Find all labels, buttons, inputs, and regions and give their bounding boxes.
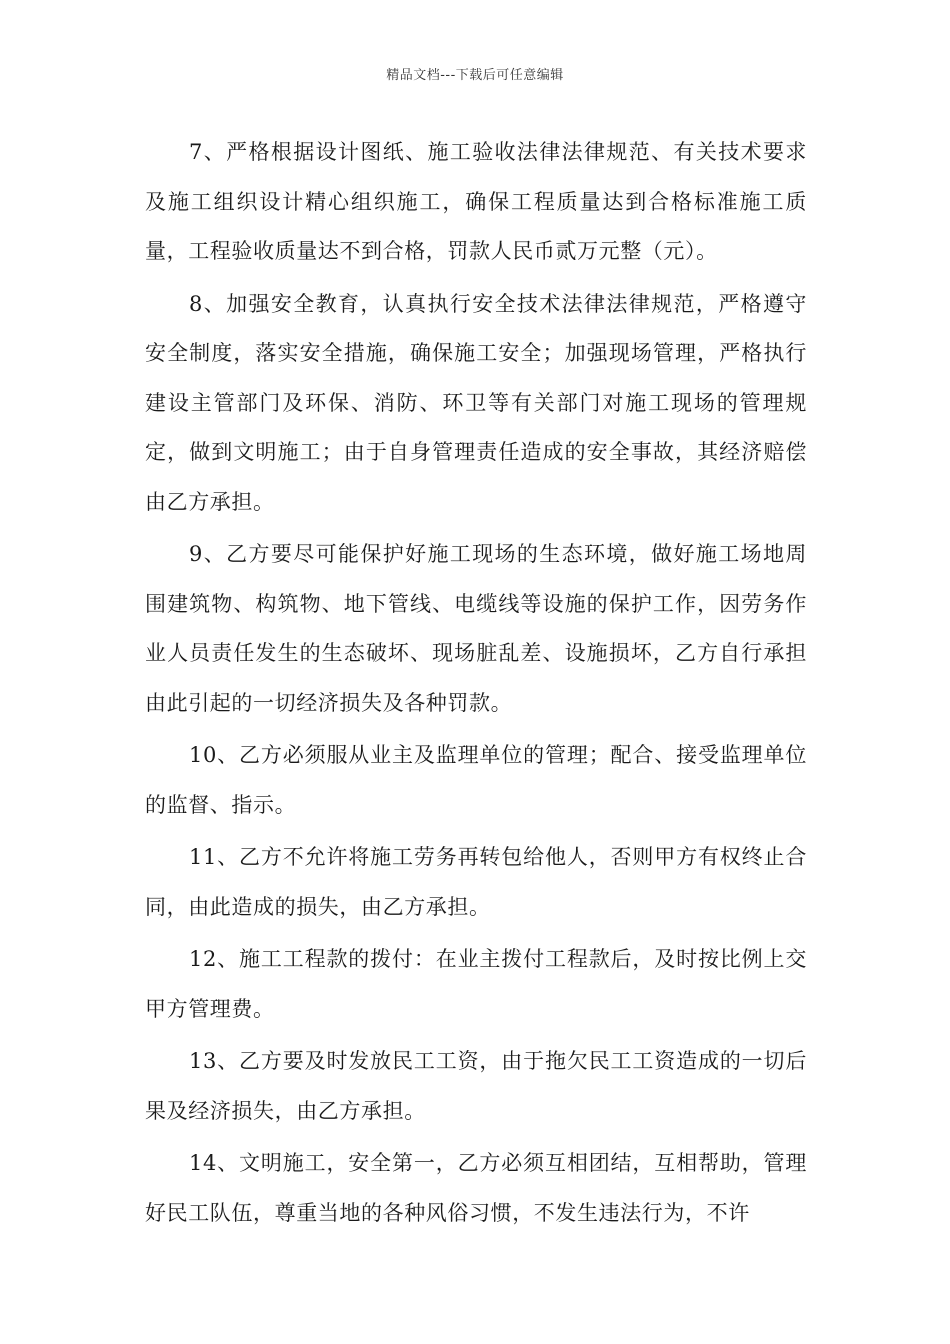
clause-8: 8、加强安全教育，认真执行安全技术法律法律规范，严格遵守安全制度，落实安全措施，确保施工安全；加强现场管理，严格执行建设主管部门及环保、消防、环卫等有关部门对施工现场的管理规定，做到文明施工；由于自身管理责任造成的安全事故，其经济赔偿由乙方承担。 xyxy=(145,291,807,514)
clause-7: 7、严格根据设计图纸、施工验收法律法律规范、有关技术要求及施工组织设计精心组织施工，确保工程质量达到合格标准施工质量，工程验收质量达不到合格，罚款人民币贰万元整（元）。 xyxy=(145,140,807,263)
clause-9: 9、乙方要尽可能保护好施工现场的生态环境，做好施工场地周围建筑物、构筑物、地下管线、电缆线等设施的保护工作，因劳务作业人员责任发生的生态破坏、现场脏乱差、设施损坏，乙方自行承担由此引起的一切经济损失及各种罚款。 xyxy=(145,542,807,715)
clause-14: 14、文明施工，安全第一，乙方必须互相团结，互相帮助，管理好民工队伍，尊重当地的各种风俗习惯，不发生违法行为，不许 xyxy=(145,1151,807,1225)
clause-12: 12、施工工程款的拨付：在业主拨付工程款后，及时按比例上交甲方管理费。 xyxy=(145,947,807,1021)
clause-10: 10、乙方必须服从业主及监理单位的管理；配合、接受监理单位的监督、指示。 xyxy=(145,743,807,817)
clause-13: 13、乙方要及时发放民工工资，由于拖欠民工工资造成的一切后果及经济损失，由乙方承担。 xyxy=(145,1049,807,1123)
document-body xyxy=(145,128,807,1241)
page-header: 精品文档---下载后可任意编辑 xyxy=(386,68,564,83)
clause-11: 11、乙方不允许将施工劳务再转包给他人，否则甲方有权终止合同，由此造成的损失，由乙方承担。 xyxy=(145,845,807,919)
